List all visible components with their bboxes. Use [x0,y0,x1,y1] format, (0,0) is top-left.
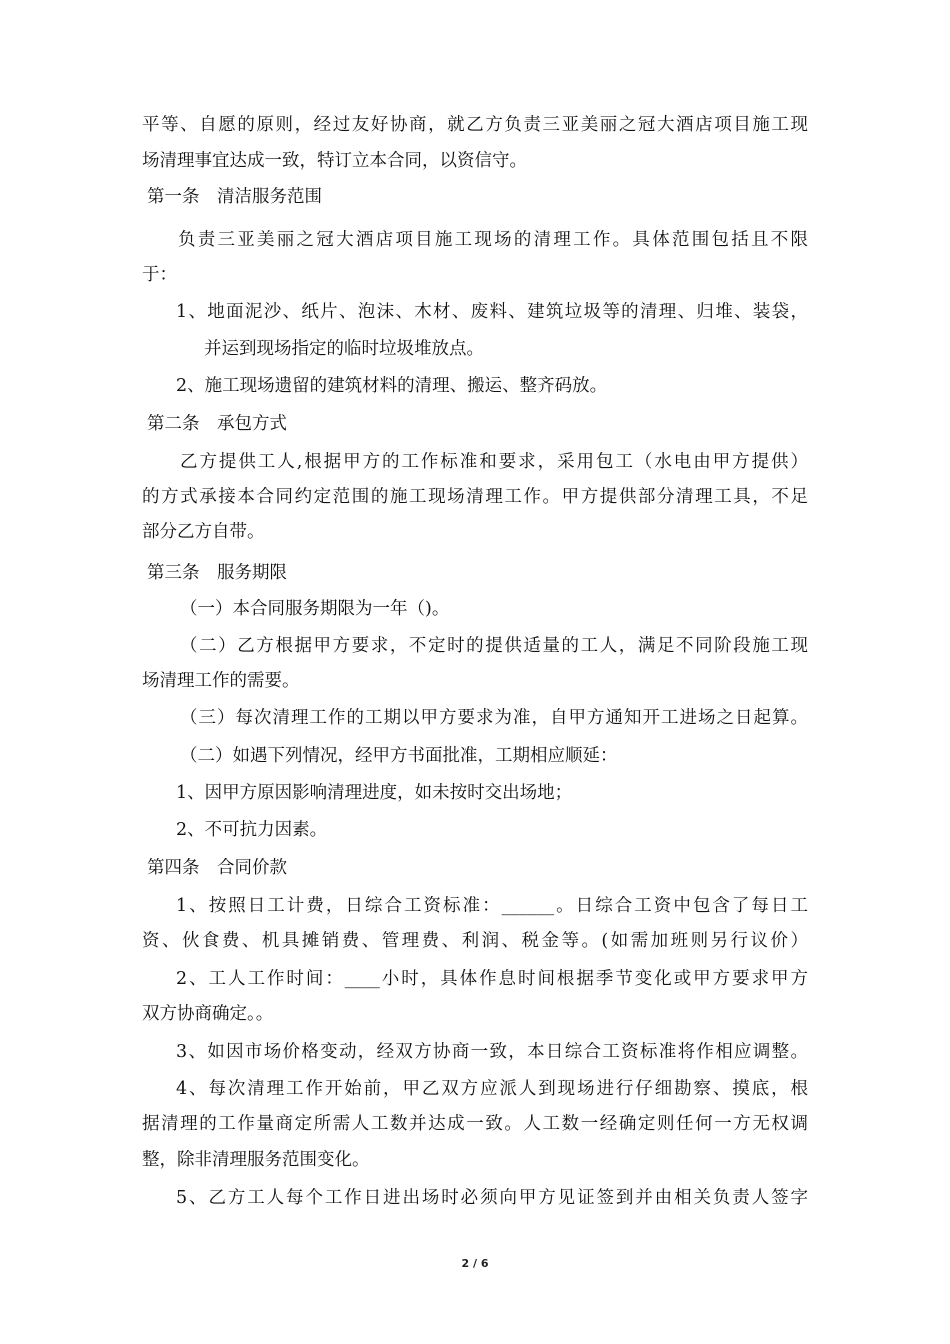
list-item-text: 1、因甲方原因影响清理进度，如未按时交出场地； [176,783,573,803]
paragraph-text: 的方式承接本合同约定范围的施工现场清理工作。甲方提供部分清理工具，不足 [142,487,808,507]
list-item-text: 并运到现场指定的临时垃圾堆放点。 [204,339,484,359]
paragraph-text: 部分乙方自带。 [142,522,265,542]
list-item-text: （二）乙方根据甲方要求，不定时的提供适量的工人，满足不同阶段施工现 [180,636,808,656]
list-item-text: 2、施工现场遗留的建筑材料的清理、搬运、整齐码放。 [176,376,608,396]
article-heading: 第四条 合同价款 [147,858,287,878]
list-item-text: 据清理的工作量商定所需人工数并达成一致。人工数一经确定则任何一方无权调 [142,1114,808,1134]
list-item-text: 1、按照日工计费，日综合工资标准：______。日综合工资中包含了每日工 [176,896,808,916]
list-item-text: 5、乙方工人每个工作日进出场时必须向甲方见证签到并由相关负责人签字 [176,1188,808,1208]
paragraph-text: 乙方提供工人,根据甲方的工作标准和要求，采用包工（水电由甲方提供） [180,452,808,472]
list-item-text: 整，除非清理服务范围变化。 [142,1150,370,1170]
article-heading: 第二条 承包方式 [147,414,287,434]
list-item-text: 双方协商确定。。 [142,1004,274,1024]
list-item-text: （三）每次清理工作的工期以甲方要求为准，自甲方通知开工进场之日起算。 [180,708,808,728]
article-heading: 第一条 清洁服务范围 [147,187,322,207]
paragraph-text: 负责三亚美丽之冠大酒店项目施工现场的清理工作。具体范围包括且不限 [178,230,808,250]
list-item-text: 2、工人工作时间：____小时，具体作息时间根据季节变化或甲方要求甲方 [176,969,808,989]
paragraph-text: 平等、自愿的原则，经过友好协商，就乙方负责三亚美丽之冠大酒店项目施工现 [142,115,808,135]
list-item-text: （一）本合同服务期限为一年（)。 [180,599,450,619]
list-item-text: 场清理工作的需要。 [142,671,300,691]
article-heading: 第三条 服务期限 [147,563,287,583]
list-item-text: 1、地面泥沙、纸片、泡沫、木材、废料、建筑垃圾等的清理、归堆、装袋， [176,302,808,322]
list-item-text: （二）如遇下列情况，经甲方书面批准，工期相应顺延： [180,746,618,766]
list-item-text: 2、不可抗力因素。 [176,820,328,840]
list-item-text: 4、每次清理工作开始前，甲乙双方应派人到现场进行仔细勘察、摸底，根 [176,1079,808,1099]
page-number: 2 / 6 [461,1257,489,1270]
paragraph-text: 场清理事宜达成一致，特订立本合同，以资信守。 [142,151,527,171]
list-item-text: 3、如因市场价格变动，经双方协商一致，本日综合工资标准将作相应调整。 [176,1042,808,1062]
paragraph-text: 于： [142,265,177,285]
list-item-text: 资、伙食费、机具摊销费、管理费、利润、税金等。(如需加班则另行议价） [142,931,808,951]
